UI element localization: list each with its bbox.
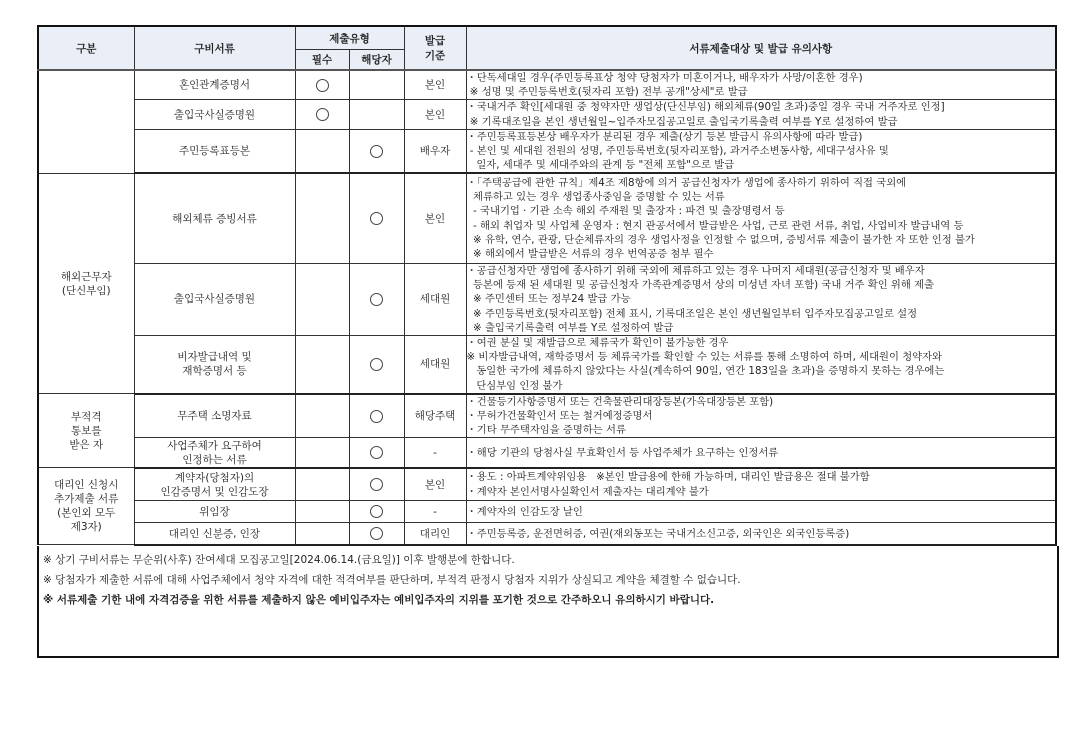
notes-cell — [466, 438, 1056, 468]
document-name-cell: 혼인관계증명서 — [134, 70, 295, 100]
notes-cell — [466, 100, 1056, 129]
document-name-cell: 비자발급내역 및 재학증명서 등 — [134, 335, 295, 393]
issue-basis-cell: - — [404, 501, 466, 523]
note-line: 단심부임 인정 불가 — [466, 379, 563, 392]
table-row — [38, 70, 1056, 100]
required-cell — [295, 173, 349, 263]
circle-mark-icon — [370, 446, 383, 459]
document-name-cell: 주민등록표등본 — [134, 129, 295, 173]
applicable-cell — [349, 129, 404, 173]
notes-cell — [466, 335, 1056, 393]
issue-basis-cell: 배우자 — [404, 129, 466, 173]
applicable-cell — [349, 523, 404, 545]
note-line: 일자, 세대주 및 세대주와의 관계 등 "전체 포함"으로 발급 — [466, 159, 735, 172]
category-cell: 해외근무자 (단신부임) — [38, 173, 134, 393]
note-line: ※ 성명 및 주민등록번호(뒷자리 포함) 전부 공개"상세"로 발급 — [466, 86, 748, 99]
note-line: ・여권 분실 및 재발급으로 체류국가 확인이 불가능한 경우 — [466, 336, 729, 349]
table-row — [38, 263, 1056, 335]
issue-basis-cell: 본인 — [404, 100, 466, 129]
footnote: ※ 상기 구비서류는 무순위(사후) 잔여세대 모집공고일[2024.06.14.(금요일)] 이후 발행분에 한합니다. — [43, 553, 515, 566]
note-line: ※ 기록대조일을 본인 생년월일~입주자모집공고일로 출입국기록출력 여부를 Y로 설정하여 발급 — [466, 115, 898, 128]
table-row — [38, 173, 1056, 263]
note-line: ※ 주민등록번호(뒷자리포함) 전체 표시, 기록대조일은 본인 생년월일부터 입주자모집공고일로 설정 — [466, 307, 918, 320]
note-line: ・주민등록증, 운전면허증, 여권(재외동포는 국내거소신고증, 외국인은 외국인등록증) — [466, 527, 850, 540]
circle-mark-icon — [370, 478, 383, 491]
document-name-cell: 대리인 신분증, 인장 — [134, 523, 295, 545]
applicable-cell — [349, 173, 404, 263]
notes-cell — [466, 70, 1056, 100]
circle-mark-icon — [370, 410, 383, 423]
header-notes: 서류제출대상 및 발급 유의사항 — [466, 26, 1056, 70]
table-row — [38, 100, 1056, 129]
note-line: ・해당 기관의 당첨사실 무효확인서 등 사업주체가 요구하는 인정서류 — [466, 446, 779, 459]
issue-basis-cell: 해당주택 — [404, 394, 466, 438]
note-line: ・기타 무주택자임을 증명하는 서류 — [466, 424, 626, 437]
table-row — [38, 394, 1056, 438]
table-row — [38, 468, 1056, 501]
circle-mark-icon — [370, 358, 383, 371]
note-line: ※ 유학, 연수, 관광, 단순체류자의 경우 생업사정을 인정할 수 없으며, 증빙서류 제출이 불가한 자 또한 인정 불가 — [466, 233, 975, 246]
header-required: 필수 — [295, 50, 349, 71]
document-name-cell: 위임장 — [134, 501, 295, 523]
document-name-cell: 해외체류 증빙서류 — [134, 173, 295, 263]
note-line: - 본인 및 세대원 전원의 성명, 주민등록번호(뒷자리포함), 과거주소변동사항, 세대구성사유 및 — [466, 145, 889, 158]
note-line: ※ 출입국기록출력 여부를 Y로 설정하여 발급 — [466, 321, 674, 334]
note-line: 동일한 국가에 체류하지 않았다는 사실(계속하여 90일, 연간 183일을 초과)을 증명하지 못하는 경우에는 — [466, 365, 945, 378]
issue-basis-cell: 본인 — [404, 70, 466, 100]
note-line: ・무허가건물확인서 또는 철거예정증명서 — [466, 409, 653, 422]
document-requirements — [37, 25, 1055, 658]
notes-cell — [466, 129, 1056, 173]
circle-mark-icon — [316, 79, 329, 92]
applicable-cell — [349, 335, 404, 393]
issue-basis-cell: - — [404, 438, 466, 468]
required-cell — [295, 501, 349, 523]
note-line: ・계약자의 인감도장 날인 — [466, 505, 583, 518]
required-cell — [295, 523, 349, 545]
required-cell — [295, 70, 349, 100]
note-line: 체류하고 있는 경우 생업종사중임을 증명할 수 있는 서류 — [466, 191, 725, 204]
required-cell — [295, 129, 349, 173]
required-cell — [295, 335, 349, 393]
issue-basis-cell: 본인 — [404, 468, 466, 501]
notes-cell — [466, 263, 1056, 335]
category-cell: 부적격 통보를 받은 자 — [38, 394, 134, 468]
note-line: ・용도 : 아파트계약위임용 ※본인 발급용에 한해 가능하며, 대리인 발급용은 절대 불가함 — [466, 471, 870, 484]
circle-mark-icon — [316, 108, 329, 121]
document-name-cell: 계약자(당첨자)의 인감증명서 및 인감도장 — [134, 468, 295, 501]
table-body — [38, 70, 1056, 545]
circle-mark-icon — [370, 527, 383, 540]
issue-basis-cell: 본인 — [404, 173, 466, 263]
footnote-bold: ※ 서류제출 기한 내에 자격검증을 위한 서류를 제출하지 않은 예비입주자는 예비입주자의 지위를 포기한 것으로 간주하오니 유의하시기 바랍니다. — [43, 593, 715, 606]
notes-cell — [466, 468, 1056, 501]
note-line: ・계약자 본인서명사실확인서 제출자는 대리계약 불가 — [466, 485, 709, 498]
footnotes — [37, 546, 1059, 658]
note-line: 등본에 등재 된 세대원 및 공급신청자 가족관계증명서 상의 미성년 자녀 포함) 국내 거주 확인 위해 제출 — [466, 279, 934, 292]
circle-mark-icon — [370, 293, 383, 306]
header-applicable: 해당자 — [349, 50, 404, 71]
applicable-cell — [349, 263, 404, 335]
table-row — [38, 335, 1056, 393]
circle-mark-icon — [370, 145, 383, 158]
circle-mark-icon — [370, 212, 383, 225]
document-name-cell: 무주택 소명자료 — [134, 394, 295, 438]
applicable-cell — [349, 394, 404, 438]
applicable-cell — [349, 501, 404, 523]
header-submit-type: 제출유형 — [295, 26, 404, 50]
applicable-cell — [349, 468, 404, 501]
note-line: ※ 비자발급내역, 재학증명서 등 체류국가를 확인할 수 있는 서류를 통해 소명하여 하며, 세대원이 청약자와 — [466, 351, 943, 364]
applicable-cell — [349, 70, 404, 100]
note-line: - 국내기업 · 기관 소속 해외 주재원 및 출장자 : 파견 및 출장명령서 등 — [466, 205, 785, 218]
table-row — [38, 501, 1056, 523]
category-cell: 대리인 신청시 추가제출 서류 (본인외 모두 제3자) — [38, 468, 134, 545]
notes-cell — [466, 173, 1056, 263]
applicable-cell — [349, 438, 404, 468]
table-row — [38, 438, 1056, 468]
required-cell — [295, 468, 349, 501]
notes-cell — [466, 394, 1056, 438]
table-row — [38, 523, 1056, 545]
note-line: ・공급신청자만 생업에 종사하기 위해 국외에 체류하고 있는 경우 나머지 세대원(공급신청자 및 배우자 — [466, 264, 925, 277]
document-name-cell: 사업주체가 요구하여 인정하는 서류 — [134, 438, 295, 468]
header-issue-basis: 발급 기준 — [404, 26, 466, 70]
footnote: ※ 당첨자가 제출한 서류에 대해 사업주체에서 청약 자격에 대한 적격여부를 판단하며, 부적격 판정시 당첨자 지위가 상실되고 계약을 체결할 수 없습니다. — [43, 573, 741, 586]
note-line: ・주민등록표등본상 배우자가 분리된 경우 제출(상기 등본 발급시 유의사항에 따라 발급) — [466, 130, 863, 143]
issue-basis-cell: 세대원 — [404, 335, 466, 393]
note-line: ・국내거주 확인[세대원 중 청약자만 생업상(단신부임) 해외체류(90일 초과)중일 경우 국내 거주자로 인정] — [466, 101, 945, 114]
note-line: - 해외 취업자 및 사업체 운영자 : 현지 관공서에서 발급받은 사업, 근로 관련 서류, 취업, 사업비자 발급내역 등 — [466, 219, 964, 232]
note-line: ・건물등기사항증명서 또는 건축물관리대장등본(가옥대장등본 포함) — [466, 395, 774, 408]
required-cell — [295, 263, 349, 335]
notes-cell — [466, 501, 1056, 523]
document-name-cell: 출입국사실증명원 — [134, 263, 295, 335]
required-cell — [295, 438, 349, 468]
header-category: 구분 — [38, 26, 134, 70]
table-row — [38, 129, 1056, 173]
circle-mark-icon — [370, 505, 383, 518]
issue-basis-cell: 대리인 — [404, 523, 466, 545]
applicable-cell — [349, 100, 404, 129]
required-cell — [295, 100, 349, 129]
note-line: ・단독세대일 경우(주민등록표상 청약 당첨자가 미혼이거나, 배우자가 사망/이혼한 경우) — [466, 72, 863, 84]
notes-cell — [466, 523, 1056, 545]
document-name-cell: 출입국사실증명원 — [134, 100, 295, 129]
category-cell — [38, 70, 134, 173]
required-cell — [295, 394, 349, 438]
issue-basis-cell: 세대원 — [404, 263, 466, 335]
note-line: ※ 주민센터 또는 정부24 발급 가능 — [466, 293, 631, 306]
required-documents-table — [37, 25, 1057, 546]
note-line: ※ 해외에서 발급받은 서류의 경우 번역공증 첨부 필수 — [466, 248, 714, 261]
note-line: ・「주택공급에 관한 규칙」제4조 제8항에 의거 공급신청자가 생업에 종사하기 위하여 직접 국외에 — [466, 177, 907, 190]
header-document: 구비서류 — [134, 26, 295, 70]
